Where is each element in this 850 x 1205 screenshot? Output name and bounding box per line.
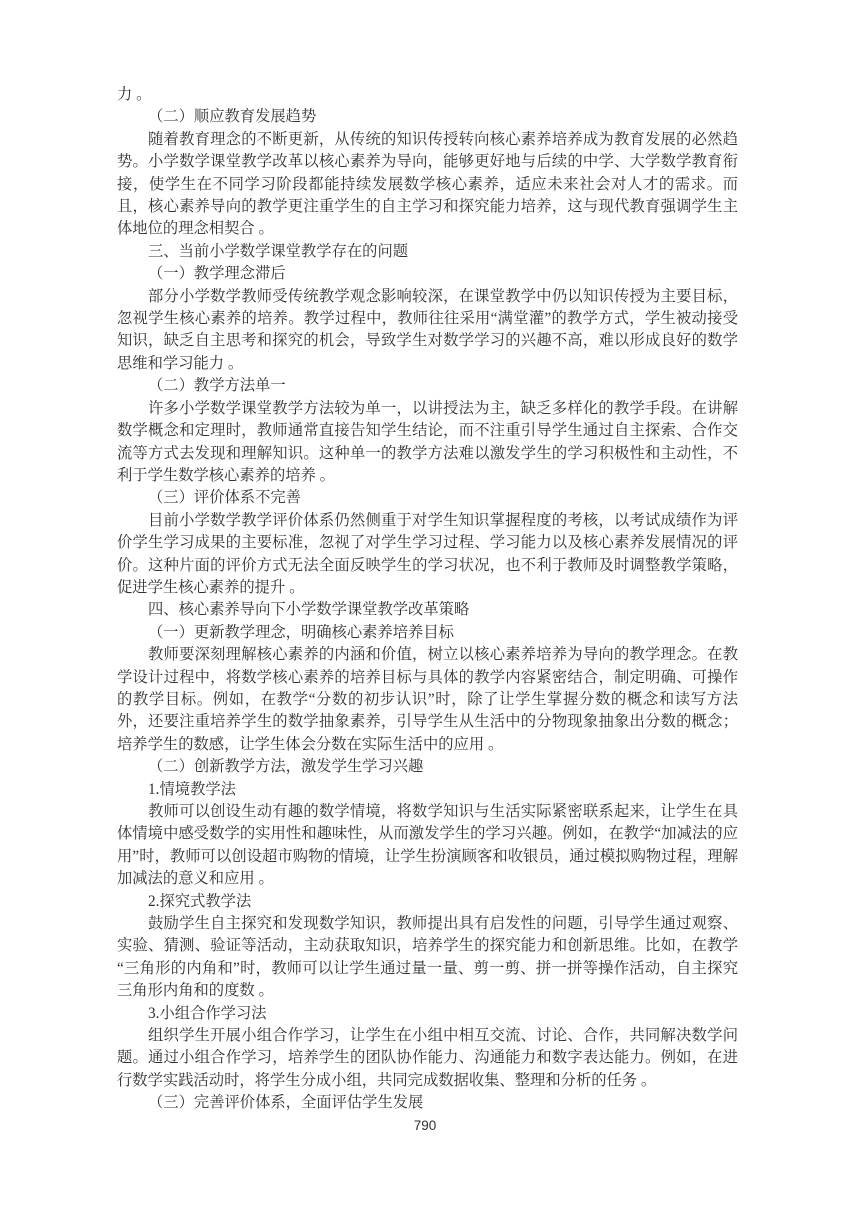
paragraph: 许多小学数学课堂教学方法较为单一，以讲授法为主，缺乏多样化的教学手段。在讲解数学概念和定理时，教师通常直接告知学生结论，而不注重引导学生通过自主探索、合作交流等方式去发现和理解知识。这种单一的教学方法难以激发学生的学习积极性和主动性，不利于学生数学核心素养的培养 。 (117, 399, 738, 484)
section-heading: （二）顺应教育发展趋势 (148, 108, 317, 126)
paragraph: 随着教育理念的不断更新，从传统的知识传授转向核心素养培养成为教育发展的必然趋势。小学数学课堂教学改革以核心素养为导向，能够更好地与后续的中学、大学数学教育衔接，使学生在不同学习阶段都能持续发展数学核心素养，适应未来社会对人才的需求。而且，核心素养导向的教学更注重学生的自主学习和探究能力培养，这与现代教育强调学生主体地位的理念相契合 。 (117, 130, 738, 238)
section-heading: 三、当前小学数学课堂教学存在的问题 (148, 242, 409, 260)
sub-heading: 2.探究式教学法 (148, 892, 252, 910)
section-heading: （一）更新教学理念，明确核心素养培养目标 (148, 623, 454, 641)
section-heading: （三）完善评价体系，全面评估学生发展 (148, 1094, 424, 1112)
paragraph: 教师要深刻理解核心素养的内涵和价值，树立以核心素养培养为导向的教学理念。在教学设计过程中，将数学核心素养的培养目标与具体的教学内容紧密结合，制定明确、可操作的教学目标。例如，在教学“分数的初步认识”时，除了让学生掌握分数的概念和读写方法外，还要注重培养学生的数学抽象素养，引导学生从生活中的分物现象抽象出分数的概念；培养学生的数感，让学生体会分数在实际生活中的应用 。 (117, 646, 738, 753)
paragraph: 组织学生开展小组合作学习，让学生在小组中相互交流、讨论、合作，共同解决数学问题。通过小组合作学习，培养学生的团队协作能力、沟通能力和数字表达能力。例如，在进行数学实践活动时，将学生分成小组，共同完成数据收集、整理和分析的任务 。 (117, 1027, 738, 1089)
paragraph: 部分小学数学教师受传统教学观念影响较深，在课堂教学中仍以知识传授为主要目标，忽视学生核心素养的培养。教学过程中，教师往往采用“满堂灌”的教学方式，学生被动接受知识，缺乏自主思考和探究的机会，导致学生对数学学习的兴趣不高，难以形成良好的数学思维和学习能力 。 (117, 287, 738, 372)
sub-heading: 1.情境教学法 (148, 780, 236, 798)
sub-heading: 3.小组合作学习法 (148, 1004, 267, 1022)
page-footer (0, 1117, 850, 1135)
section-heading: （二）创新教学方法，激发学生学习兴趣 (148, 758, 424, 776)
paragraph: 鼓励学生自主探究和发现数学知识，教师提出具有启发性的问题，引导学生通过观察、实验、猜测、验证等活动，主动获取知识，培养学生的探究能力和创新思维。比如，在教学“三角形的内角和”时，教师可以让学生通过量一量、剪一剪、拼一拼等操作活动，自主探究三角形内角和的度数 。 (117, 915, 738, 1000)
section-heading: （二）教学方法单一 (148, 377, 286, 395)
section-heading: （三）评价体系不完善 (148, 489, 301, 507)
document-body (117, 84, 738, 1115)
section-heading: （一）教学理念滞后 (148, 265, 286, 283)
paragraph: 教师可以创设生动有趣的数学情境，将数学知识与生活实际紧密联系起来，让学生在具体情境中感受数学的实用性和趣味性，从而激发学生的学习兴趣。例如，在教学“加减法的应用”时，教师可以创设超市购物的情境，让学生扮演顾客和收银员，通过模拟购物过程，理解加减法的意义和应用 。 (117, 803, 738, 888)
section-heading: 四、核心素养导向下小学数学课堂教学改革策略 (148, 601, 470, 619)
continuation-line: 力 。 (117, 86, 152, 103)
paragraph: 目前小学数学教学评价体系仍然侧重于对学生知识掌握程度的考核，以考试成绩作为评价学生学习成果的主要标准，忽视了对学生学习过程、学习能力以及核心素养发展情况的评价。这种片面的评价方式无法全面反映学生的学习状况，也不利于教师及时调整教学策略，促进学生核心素养的提升 。 (117, 511, 738, 596)
page-number: 790 (413, 1118, 437, 1133)
